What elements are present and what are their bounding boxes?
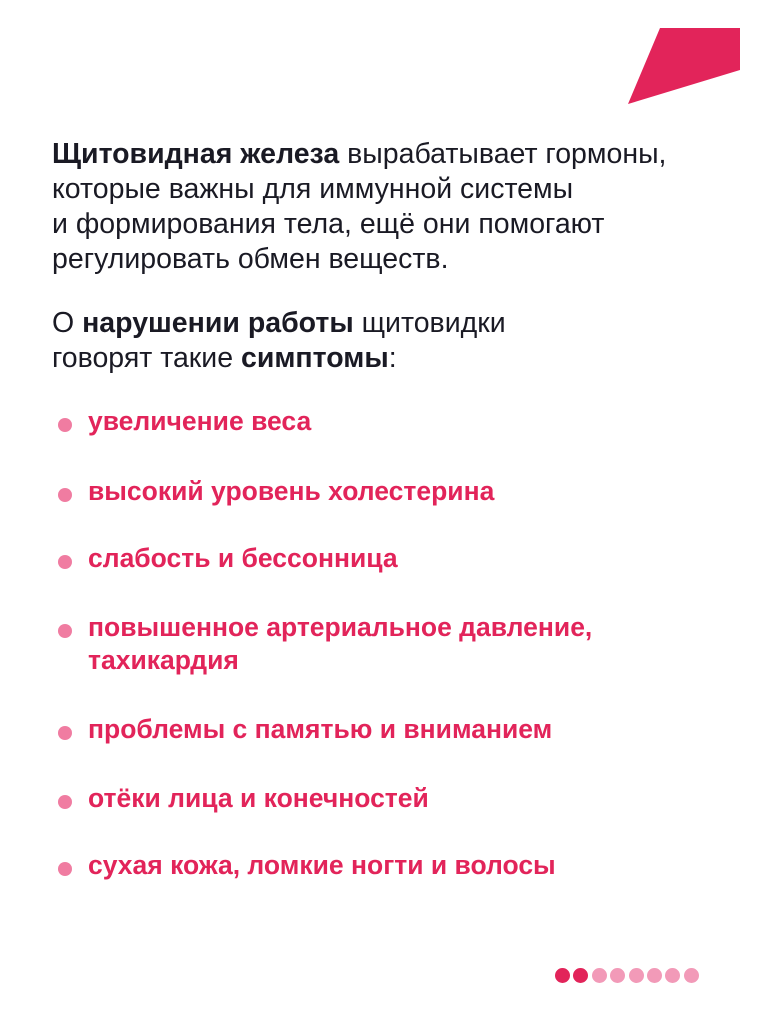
intro-bold-lead: Щитовидная железа	[52, 138, 340, 170]
pager-dot-active[interactable]	[555, 968, 570, 983]
bullet-dot	[58, 555, 72, 569]
symptom-text	[88, 713, 552, 746]
symptom-item	[58, 611, 718, 677]
intro-line3: и формирования тела, ещё они помогают	[52, 208, 605, 240]
intro-line1-rest: вырабатывает гормоны,	[339, 138, 667, 170]
pager-dot[interactable]	[629, 968, 644, 983]
lead-part3: говорят такие	[52, 342, 241, 374]
pager-dot-active[interactable]	[573, 968, 588, 983]
lead-part1: О	[52, 307, 83, 339]
symptom-line1: повышенное артериальное давление,	[88, 612, 593, 642]
symptom-line1: проблемы с памятью и вниманием	[88, 714, 553, 744]
symptom-item	[58, 405, 718, 438]
symptom-item	[58, 849, 718, 882]
bullet-dot	[58, 624, 72, 638]
pager-dot[interactable]	[647, 968, 662, 983]
symptom-item	[58, 542, 718, 575]
symptom-item	[58, 782, 718, 815]
symptom-line1: увеличение веса	[88, 406, 312, 436]
bullet-dot	[58, 795, 72, 809]
corner-accent-shape	[628, 28, 740, 104]
symptoms-lead-paragraph	[52, 306, 732, 376]
symptom-text	[88, 475, 494, 508]
symptom-line1: высокий уровень холестерина	[88, 476, 495, 506]
intro-paragraph	[52, 137, 732, 277]
lead-bold2: симптомы	[240, 342, 389, 374]
lead-bold1: нарушении работы	[82, 307, 354, 339]
symptom-item	[58, 475, 718, 508]
bullet-dot	[58, 862, 72, 876]
symptom-text	[88, 611, 592, 677]
bullet-dot	[58, 418, 72, 432]
intro-line4: регулировать обмен веществ.	[52, 243, 449, 275]
slide-pager[interactable]	[555, 968, 699, 983]
pager-dot[interactable]	[665, 968, 680, 983]
symptom-line1: слабость и бессонница	[88, 543, 398, 573]
pager-dot[interactable]	[610, 968, 625, 983]
intro-line2: которые важны для иммунной системы	[52, 173, 574, 205]
symptom-text	[88, 782, 429, 815]
bullet-dot	[58, 726, 72, 740]
symptom-text	[88, 542, 398, 575]
symptom-line1: отёки лица и конечностей	[88, 783, 429, 813]
lead-part4: :	[388, 342, 397, 374]
symptom-text	[88, 405, 311, 438]
symptom-item	[58, 713, 718, 746]
pager-dot[interactable]	[684, 968, 699, 983]
lead-part2: щитовидки	[353, 307, 506, 339]
symptom-line2: тахикардия	[88, 645, 239, 675]
symptom-text	[88, 849, 556, 882]
symptom-line1: сухая кожа, ломкие ногти и волосы	[88, 850, 556, 880]
pager-dot[interactable]	[592, 968, 607, 983]
bullet-dot	[58, 488, 72, 502]
